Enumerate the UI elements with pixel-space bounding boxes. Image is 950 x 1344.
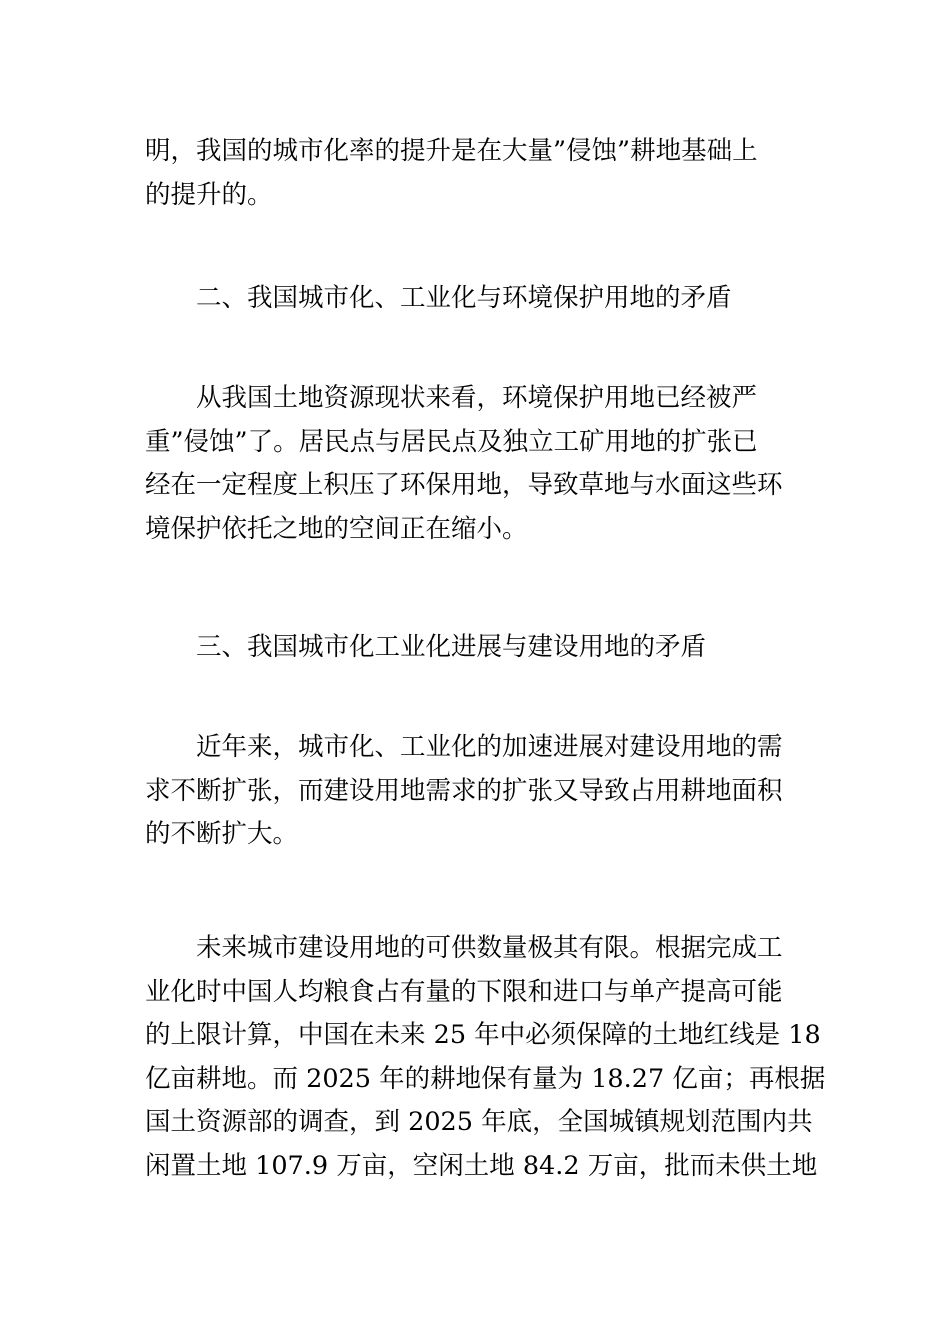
text-line: 境保护依托之地的空间正在缩小。 — [145, 513, 528, 544]
section-heading-3: 三、我国城市化工业化进展与建设用地的矛盾 — [196, 632, 707, 662]
text-line: 业化时中国人均粮食占有量的下限和进口与单产提高可能 — [145, 976, 783, 1007]
section-heading-2: 二、我国城市化、工业化与环境保护用地的矛盾 — [196, 283, 732, 313]
text-line: 的提升的。 — [145, 179, 273, 210]
text-line: 闲置土地 107.9 万亩，空闲土地 84.2 万亩，批而未供土地 — [145, 1150, 818, 1181]
paragraph-construction-demand — [145, 726, 783, 857]
text-line: 国土资源部的调查，到 2025 年底，全国城镇规划范围内共 — [145, 1107, 813, 1137]
paragraph-continuation — [145, 130, 758, 217]
text-line: 的不断扩大。 — [145, 819, 299, 849]
paragraph-future-land-supply — [145, 927, 825, 1188]
text-line: 重”侵蚀”了。居民点与居民点及独立工矿用地的扩张已 — [145, 426, 758, 457]
text-line: 未来城市建设用地的可供数量极其有限。根据完成工 — [196, 933, 783, 963]
text-line: 从我国土地资源现状来看，环境保护用地已经被严 — [196, 383, 758, 413]
text-line: 明，我国的城市化率的提升是在大量”侵蚀”耕地基础上 — [145, 136, 758, 166]
text-line: 的上限计算，中国在未来 25 年中必须保障的土地红线是 18 — [145, 1020, 821, 1050]
text-line: 亿亩耕地。而 2025 年的耕地保有量为 18.27 亿亩；再根据 — [145, 1063, 826, 1094]
text-line: 经在一定程度上积压了环保用地，导致草地与水面这些环 — [145, 470, 783, 500]
text-line: 求不断扩张，而建设用地需求的扩张又导致占用耕地面积 — [145, 775, 783, 806]
text-line: 近年来，城市化、工业化的加速进展对建设用地的需 — [196, 732, 783, 762]
paragraph-environment-land — [145, 377, 783, 551]
